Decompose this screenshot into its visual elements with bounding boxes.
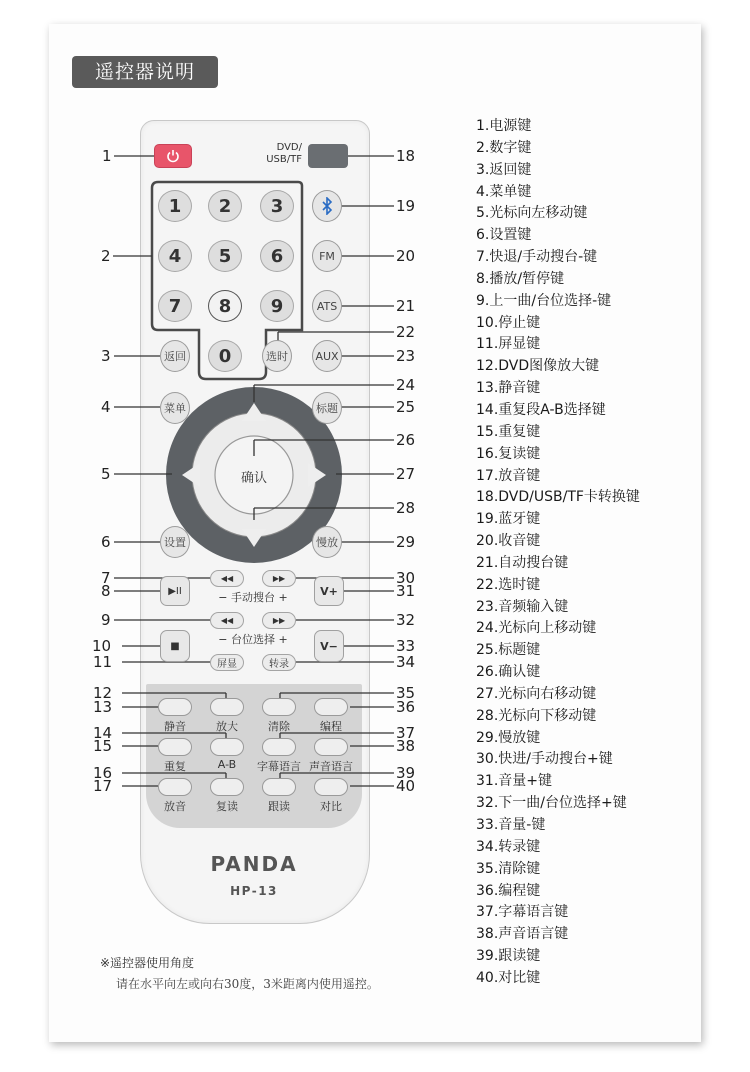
- callout-24: 24: [396, 376, 416, 394]
- callout-17: 17: [93, 777, 113, 795]
- callout-9: 9: [101, 611, 111, 629]
- bluetooth-button[interactable]: [312, 190, 342, 222]
- callout-31: 31: [396, 582, 416, 600]
- callout-25: 25: [396, 398, 416, 416]
- digit-9-button[interactable]: 9: [260, 290, 294, 322]
- callout-38: 38: [396, 737, 416, 755]
- digit-7-button[interactable]: 7: [158, 290, 192, 322]
- repeat-label: 重复: [164, 760, 186, 773]
- callout-8: 8: [101, 582, 111, 600]
- repeat-button[interactable]: [158, 738, 192, 756]
- legend-item: 24.光标向上移动键: [476, 620, 597, 637]
- callout-2: 2: [101, 247, 111, 265]
- digit-5-button[interactable]: 5: [208, 240, 242, 272]
- legend-item: 21.自动搜台键: [476, 554, 569, 571]
- callout-4: 4: [101, 398, 111, 416]
- callout-14: 14: [93, 724, 113, 742]
- callout-12: 12: [93, 684, 113, 702]
- legend-item: 19.蓝牙键: [476, 511, 541, 528]
- legend-item: 26.确认键: [476, 664, 541, 681]
- audio-language-label: 声音语言: [309, 760, 353, 773]
- next-button[interactable]: ▶▶: [262, 612, 296, 629]
- playback-label: 放音: [164, 800, 186, 813]
- legend-item: 31.音量+键: [476, 773, 552, 790]
- legend-item: 16.复读键: [476, 445, 541, 462]
- zoom-label: 放大: [216, 720, 238, 733]
- ab-button[interactable]: [210, 738, 244, 756]
- callout-10: 10: [92, 637, 112, 655]
- legend-item: 12.DVD图像放大键: [476, 358, 600, 375]
- callout-6: 6: [101, 533, 111, 551]
- legend-item: 18.DVD/USB/TF卡转换键: [476, 489, 640, 506]
- callout-22: 22: [396, 323, 416, 341]
- re-read-label: 复读: [216, 800, 238, 813]
- callout-40: 40: [396, 777, 416, 795]
- program-button[interactable]: [314, 698, 348, 716]
- legend-item: 20.收音键: [476, 533, 541, 550]
- zoom-button[interactable]: [210, 698, 244, 716]
- digit-4-button[interactable]: 4: [158, 240, 192, 272]
- legend-item: 5.光标向左移动键: [476, 205, 588, 222]
- callout-18: 18: [396, 147, 416, 165]
- re-read-button[interactable]: [210, 778, 244, 796]
- menu-button[interactable]: 菜单: [160, 392, 190, 424]
- compare-label: 对比: [320, 800, 342, 813]
- callout-29: 29: [396, 533, 416, 551]
- subtitle-language-label: 字幕语言: [257, 760, 301, 773]
- digit-1-button[interactable]: 1: [158, 190, 192, 222]
- callout-7: 7: [101, 569, 111, 587]
- legend-item: 13.静音键: [476, 380, 541, 397]
- callout-28: 28: [396, 499, 416, 517]
- legend-item: 2.数字键: [476, 139, 532, 156]
- legend-item: 10.停止键: [476, 314, 541, 331]
- source-button[interactable]: [308, 144, 348, 168]
- legend-item: 25.标题键: [476, 642, 541, 659]
- aux-button[interactable]: AUX: [312, 340, 342, 372]
- legend-item: 37.字幕语言键: [476, 904, 569, 921]
- callout-36: 36: [396, 698, 416, 716]
- subtitle-language-button[interactable]: [262, 738, 296, 756]
- usage-angle-heading: ※遥控器使用角度: [100, 956, 195, 970]
- audio-language-button[interactable]: [314, 738, 348, 756]
- digit-3-button[interactable]: 3: [260, 190, 294, 222]
- bluetooth-icon: [321, 197, 333, 215]
- compare-button[interactable]: [314, 778, 348, 796]
- volume-up-button[interactable]: V+: [314, 576, 344, 606]
- play-pause-button[interactable]: ▶II: [160, 576, 190, 606]
- volume-down-button[interactable]: V−: [314, 630, 344, 662]
- callout-3: 3: [101, 347, 111, 365]
- follow-read-label: 跟读: [268, 800, 290, 813]
- ab-label: A-B: [217, 758, 237, 771]
- legend-item: 38.声音语言键: [476, 926, 569, 943]
- legend-item: 27.光标向右移动键: [476, 685, 597, 702]
- rewind-button[interactable]: ◀◀: [210, 570, 244, 587]
- callout-23: 23: [396, 347, 416, 365]
- legend-item: 29.慢放键: [476, 729, 541, 746]
- legend-item: 34.转录键: [476, 838, 541, 855]
- osd-button[interactable]: 屏显: [210, 654, 244, 671]
- legend-item: 22.选时键: [476, 576, 541, 593]
- callout-32: 32: [396, 611, 416, 629]
- station-select-label: − 台位选择 +: [218, 633, 288, 646]
- follow-read-button[interactable]: [262, 778, 296, 796]
- legend-item: 33.音量-键: [476, 817, 546, 833]
- key-legend: [476, 116, 691, 990]
- fast-forward-button[interactable]: ▶▶: [262, 570, 296, 587]
- legend-item: 14.重复段A-B选择键: [476, 401, 606, 418]
- ats-button[interactable]: ATS: [312, 290, 342, 322]
- record-button[interactable]: 转录: [262, 654, 296, 671]
- legend-item: 6.设置键: [476, 227, 532, 244]
- legend-item: 39.跟读键: [476, 948, 541, 965]
- legend-item: 9.上一曲/台位选择-键: [476, 292, 612, 309]
- title-button[interactable]: 标题: [312, 392, 342, 424]
- source-label: DVD/ USB/TF: [266, 142, 302, 165]
- legend-item: 30.快进/手动搜台+键: [476, 751, 613, 768]
- callout-30: 30: [396, 569, 416, 587]
- digit-6-button[interactable]: 6: [260, 240, 294, 272]
- setup-button[interactable]: 设置: [160, 526, 190, 558]
- digit-8-button[interactable]: 8: [208, 290, 242, 322]
- digit-2-button[interactable]: 2: [208, 190, 242, 222]
- callout-11: 11: [93, 653, 113, 671]
- callout-26: 26: [396, 431, 416, 449]
- legend-item: 3.返回键: [476, 161, 532, 178]
- legend-item: 8.播放/暂停键: [476, 270, 565, 287]
- fm-button[interactable]: FM: [312, 240, 342, 272]
- mute-button[interactable]: [158, 698, 192, 716]
- page-title: 遥控器说明: [72, 56, 218, 88]
- power-icon: [166, 149, 180, 163]
- callout-20: 20: [396, 247, 416, 265]
- legend-item: 32.下一曲/台位选择+键: [476, 795, 627, 812]
- legend-item: 15.重复键: [476, 423, 541, 440]
- back-button[interactable]: 返回: [160, 340, 190, 372]
- callout-15: 15: [93, 737, 113, 755]
- digit-0-button[interactable]: 0: [208, 340, 242, 372]
- clear-label: 清除: [268, 720, 290, 733]
- usage-angle-text: 请在水平向左或向右30度，3米距离内使用遥控。: [116, 977, 379, 991]
- legend-item: 40.对比键: [476, 969, 541, 986]
- model-number: HP-13: [230, 884, 278, 898]
- callout-37: 37: [396, 724, 416, 742]
- callout-16: 16: [93, 764, 113, 782]
- callout-34: 34: [396, 653, 416, 671]
- callout-27: 27: [396, 465, 416, 483]
- program-label: 编程: [320, 720, 342, 733]
- legend-item: 28.光标向下移动键: [476, 707, 597, 724]
- callout-39: 39: [396, 764, 416, 782]
- mute-label: 静音: [164, 720, 186, 733]
- power-button[interactable]: [154, 144, 192, 168]
- callout-21: 21: [396, 297, 416, 315]
- callout-19: 19: [396, 197, 416, 215]
- brand-logo: PANDA: [210, 852, 298, 876]
- callout-35: 35: [396, 684, 416, 702]
- previous-button[interactable]: ◀◀: [210, 612, 244, 629]
- legend-item: 23.音频输入键: [476, 598, 569, 615]
- legend-item: 35.清除键: [476, 860, 541, 877]
- legend-item: 11.屏显键: [476, 336, 541, 353]
- legend-item: 4.菜单键: [476, 183, 532, 200]
- legend-item: 17.放音键: [476, 467, 541, 484]
- manual-search-label: − 手动搜台 +: [218, 591, 288, 604]
- callout-1: 1: [102, 147, 112, 165]
- playback-button[interactable]: [158, 778, 192, 796]
- legend-item: 36.编程键: [476, 882, 541, 899]
- callout-13: 13: [93, 698, 113, 716]
- callout-5: 5: [101, 465, 111, 483]
- ok-button[interactable]: 确认: [240, 471, 268, 486]
- slow-button[interactable]: 慢放: [312, 526, 342, 558]
- clear-button[interactable]: [262, 698, 296, 716]
- stop-button[interactable]: ■: [160, 630, 190, 662]
- legend-item: 7.快退/手动搜台-键: [476, 249, 598, 266]
- callout-33: 33: [396, 637, 416, 655]
- legend-item: 1.电源键: [476, 118, 532, 134]
- select-time-button[interactable]: 选时: [262, 340, 292, 372]
